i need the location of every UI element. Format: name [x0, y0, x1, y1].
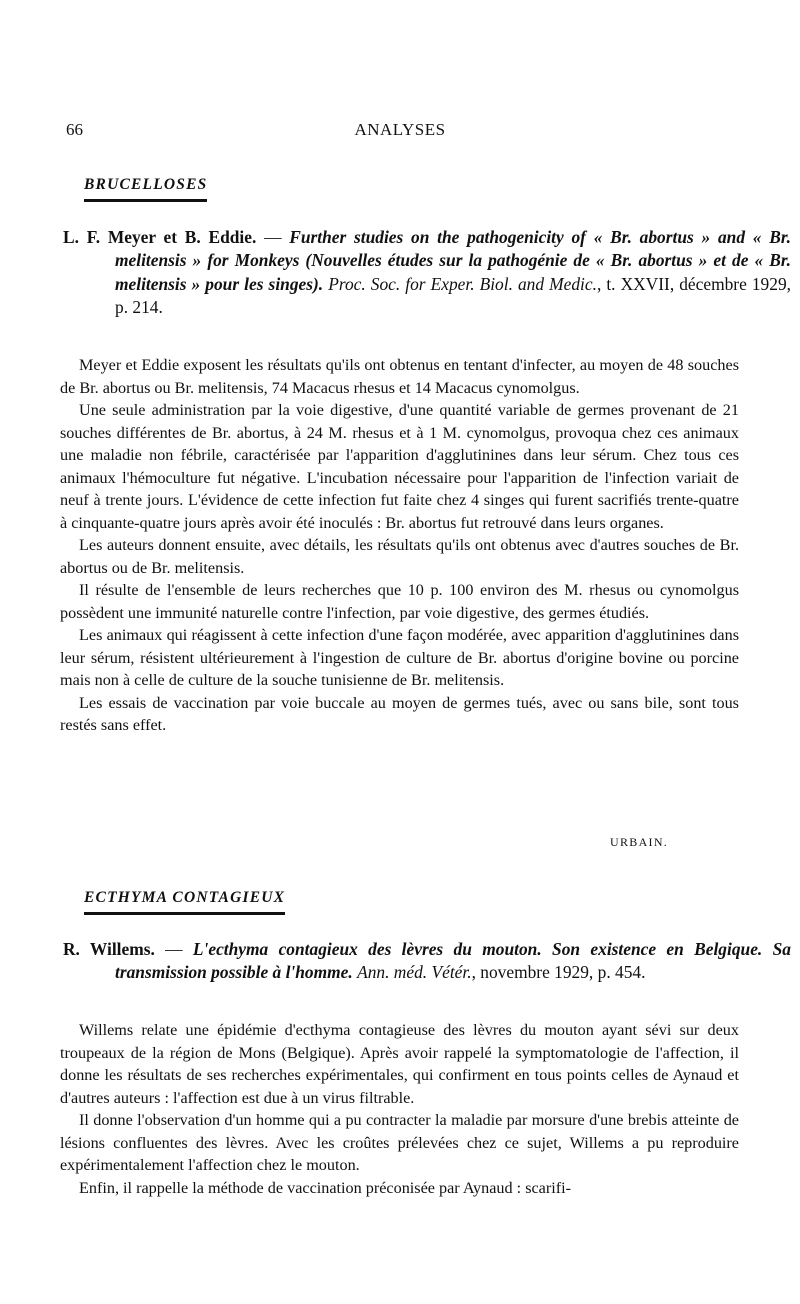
page-number: 66 [66, 120, 83, 139]
paragraph: Les auteurs donnent ensuite, avec détails, les résultats qu'ils ont obtenus avec d'autres souches de Br. abortus ou de Br. melitensis. [60, 536, 739, 577]
paragraph: Meyer et Eddie exposent les résultats qu'ils ont obtenus en tentant d'infecter, au moyen de 48 souches de Br. abortus ou Br. melitensis, 74 Macacus rhesus et 14 Macacus cynomolgus. [60, 356, 739, 397]
paragraph: Il donne l'observation d'un homme qui a pu contracter la maladie par morsure d'une brebis atteinte de lésions confluentes des lèvres. Avec les croûtes prélevées chez ce sujet, Willems a pu reproduire expérimentalement l'affection chez le mouton. [60, 1111, 739, 1174]
paragraph: Une seule administration par la voie digestive, d'une quantité variable de germes provenant de 21 souches différentes de Br. abortus, à 24 M. rhesus et à 1 M. cynomolgus, provoqua chez ces animaux une maladie non fébrile, caractérisée par l'apparition d'agglutinines dans leur sérum. Chez tous ces animaux l'hémoculture fut négative. L'incubation nécessaire pour l'apparition de l'infection variait de neuf à trente jours. L'évidence de cette infection fut faite chez 4 singes qui furent sacrifiés trente-quatre à cinquante-quatre jours après avoir été inoculés : Br. abortus fut retrouvé dans leurs organes. [60, 401, 739, 532]
reviewer-signature: URBAIN. [610, 835, 669, 849]
paragraph: Willems relate une épidémie d'ecthyma contagieuse des lèvres du mouton ayant sévi sur deux troupeaux de la région de Mons (Belgique). Après avoir rappelé la symptomatologie de l'affection, il donne les résultats de ses recherches expérimentales, qui confirment en tous points celles de Aynaud et d'autres auteurs : l'affection est due à un virus filtrable. [60, 1021, 739, 1107]
reference-journal: Proc. Soc. for Exper. Biol. and Medic. [328, 273, 597, 294]
reference-authors: L. F. Meyer et B. Eddie. [63, 227, 257, 247]
paragraph: Les animaux qui réagissent à cette infection d'une façon modérée, avec apparition d'agglutinines dans leur sérum, résistent ultérieurement à l'ingestion de culture de Br. abortus d'origine bovine ou porcine mais non à celle de culture de la souche tunisienne de Br. melitensis. [60, 626, 739, 689]
page-header [60, 120, 740, 144]
analysis-text [60, 354, 739, 737]
reference-title: Further studies on the pathogenicity of « Br. abortus » and « Br. melitensis » for Monkeys (Nouvelles études sur la pathogénie de « Br. abortus » et de « Br. melitensis » pour les singes). [115, 227, 791, 294]
bibliographic-reference [63, 226, 791, 320]
analysis-text [60, 1019, 739, 1199]
paragraph: Les essais de vaccination par voie buccale au moyen de germes tués, avec ou sans bile, sont tous restés sans effet. [60, 693, 739, 734]
section-heading-ecthyma: ECTHYMA CONTAGIEUX [84, 889, 285, 915]
reference-authors: R. Willems. [63, 939, 155, 959]
bibliographic-reference [63, 938, 791, 985]
running-title: ANALYSES [354, 120, 446, 139]
reference-dash: — [256, 227, 290, 247]
paragraph: Il résulte de l'ensemble de leurs recherches que 10 p. 100 environ des M. rhesus ou cynomolgus possèdent une immunité naturelle contre l'infection, par voie digestive, des germes étudiés. [60, 581, 739, 622]
reference-details: , novembre 1929, p. 454. [471, 962, 646, 983]
reference-title: L'ecthyma contagieux des lèvres du mouton. Son existence en Belgique. Sa transmission possible à l'homme. [115, 939, 791, 983]
paragraph: Enfin, il rappelle la méthode de vaccination préconisée par Aynaud : scarifi- [79, 1178, 572, 1197]
reference-details: , t. XXVII, décembre 1929, p. 214. [115, 273, 791, 318]
section-heading-brucelloses: BRUCELLOSES [84, 176, 207, 202]
reference-journal: Ann. méd. Vétér. [357, 962, 472, 983]
reference-dash: — [154, 939, 193, 959]
